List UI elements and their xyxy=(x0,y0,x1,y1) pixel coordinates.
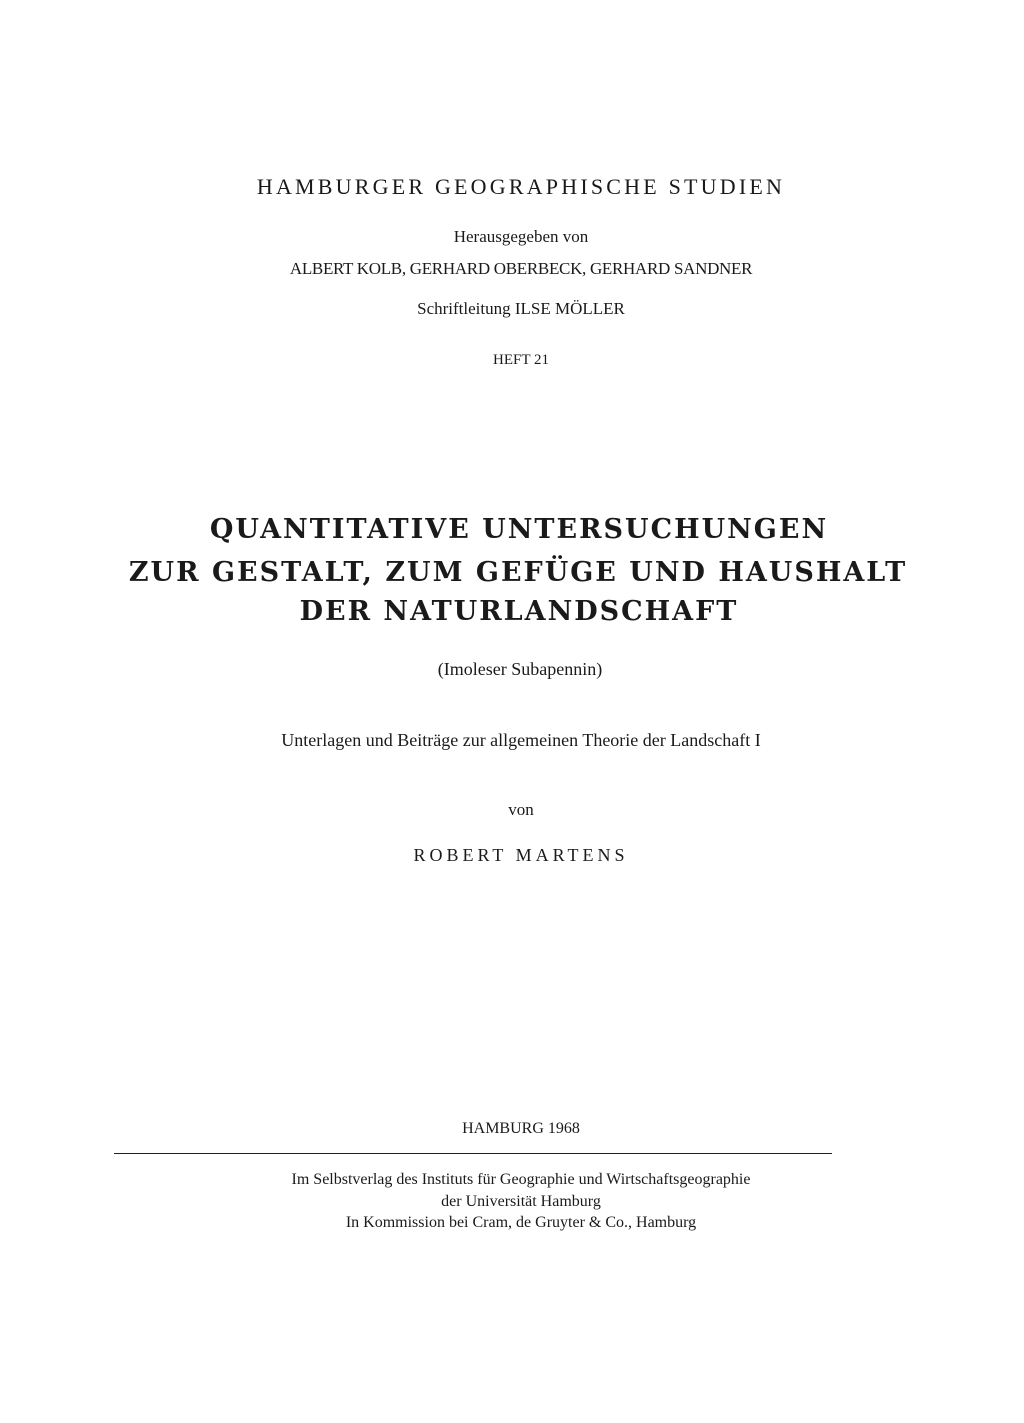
place-year: HAMBURG 1968 xyxy=(462,1120,580,1137)
book-title-line-1: QUANTITATIVE UNTERSUCHUNGEN xyxy=(209,514,829,545)
book-subtitle: Unterlagen und Beiträge zur allgemeinen Theorie der Landschaft I xyxy=(281,730,761,750)
by-label: von xyxy=(508,800,534,819)
issue-number: HEFT 21 xyxy=(493,352,549,368)
imprint-line-3: In Kommission bei Cram, de Gruyter & Co., Hamburg xyxy=(345,1214,697,1231)
author-name: ROBERT MARTENS xyxy=(413,845,629,865)
series-title: HAMBURGER GEOGRAPHISCHE STUDIEN xyxy=(256,174,786,199)
editorial-credit: Schriftleitung ILSE MÖLLER xyxy=(417,299,625,318)
book-title-line-3: DER NATURLANDSCHAFT xyxy=(299,596,739,627)
imprint-line-2: der Universität Hamburg xyxy=(441,1193,601,1210)
region-note: (Imoleser Subapennin) xyxy=(437,659,603,679)
book-title-line-2: ZUR GESTALT, ZUM GEFÜGE UND HAUSHALT xyxy=(128,557,908,588)
editors-intro: Herausgegeben von xyxy=(453,227,589,246)
imprint-line-1: Im Selbstverlag des Instituts für Geographie und Wirtschaftsgeographie xyxy=(291,1171,751,1188)
editors-names: ALBERT KOLB, GERHARD OBERBECK, GERHARD SANDNER xyxy=(289,259,753,278)
imprint-divider xyxy=(114,1153,832,1154)
